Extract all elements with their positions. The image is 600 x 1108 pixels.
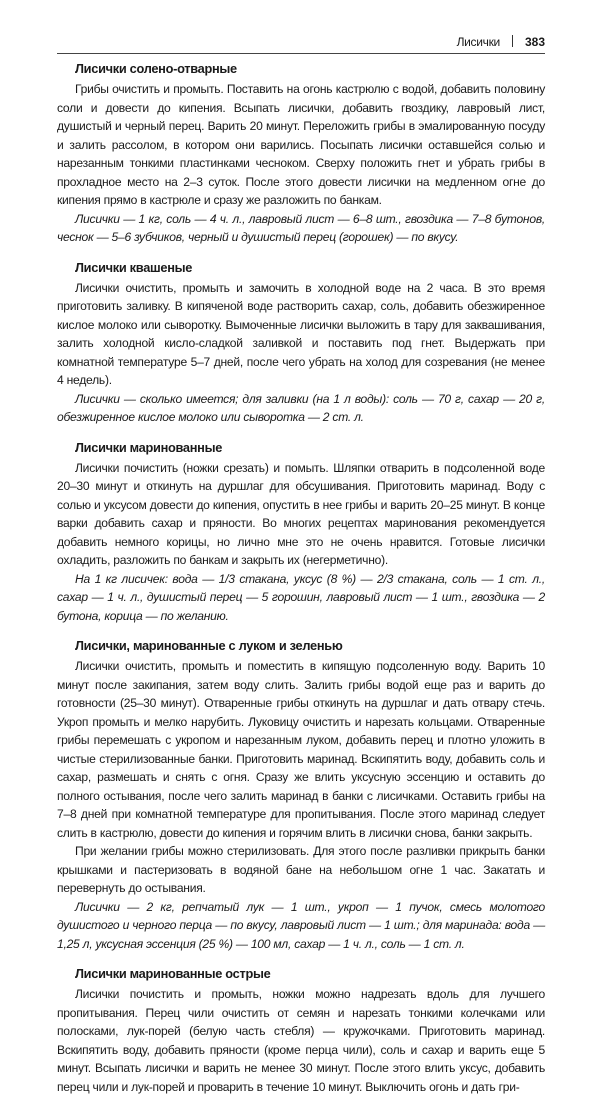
recipe-title: Лисички маринованные <box>75 439 223 455</box>
recipe-paragraph: Грибы очистить и промыть. Поставить на огонь кастрюлю с водой, добавить половину соли и довести до кипения. Всыпать лисички, добавить гвоздику, лавровый лист, душистый и черный перец. Варить 20 минут. Переложить грибы в эмалированную посуду и залить рассолом, в котором они варились. Посыпать лисички оставшейся солью и нарезанным тонкими пластинками чесноком. Сверху положить гнет и убрать грибы в прохладное место на 2–3 суток. После этого довести лисички на медленном огне до кипения прямо в кастрюле и сразу же разложить по банкам. <box>57 82 545 207</box>
page-number: 383 <box>524 35 545 49</box>
recipe-title: Лисички, маринованные с луком и зеленью <box>75 638 343 653</box>
recipe-paragraph: Лисички почистить и промыть, ножки можно надрезать вдоль для лучшего пропитывания. Перец чили очистить от семян и нарезать тонкими колечками или полосками, лук-порей (белую часть стебля) — кружочками. Приготовить маринад. Вскипятить воду, добавить пряности (кроме перца чили), соль и сахар и варить еще 5 минут. Всыпать лисички и варить не менее 30 минут. После этого влить уксус, добавить перец чили и лук-порей и проварить в течение 10 минут. Выключить огонь и дать гри- <box>57 987 545 1094</box>
recipe-ingredients: Лисички — 2 кг, репчатый лук — 1 шт., укроп — 1 пучок, смесь молотого душистого и черного перца — по вкусу, лавровый лист — 1 шт.; для маринада: вода — 1,25 л, уксусная эссенция (25 %) — 100 мл, сахар — 1 ч. л., соль — 1 ст. л. <box>57 899 545 951</box>
recipe-ingredients: На 1 кг лисичек: вода — 1/3 стакана, уксус (8 %) — 2/3 стакана, соль — 1 ст. л., сахар — 1 ч. л., душистый перец — 5 горошин, лавровый лист — 1 шт., гвоздика — 2 бутона, корица — по желанию. <box>57 571 545 623</box>
recipe-ingredients: Лисички — 1 кг, соль — 4 ч. л., лавровый лист — 6–8 шт., гвоздика — 7–8 бутонов, чеснок — 5–6 зубчиков, черный и душистый перец (горошек) — по вкусу. <box>57 211 545 244</box>
recipe-section <box>57 259 545 427</box>
recipe-ingredients: Лисички — сколько имеется; для заливки (на 1 л воды): соль — 70 г, сахар — 20 г, обезжиренное кислое молоко или сыворотка — 2 ст. л. <box>57 391 545 424</box>
recipe-title: Лисички маринованные острые <box>75 966 271 981</box>
recipe-paragraph: Лисички почистить (ножки срезать) и помыть. Шляпки отварить в подсоленной воде 20–30 минут и откинуть на дуршлаг для обсушивания. Приготовить маринад. Воду с солью и уксусом довести до кипения, опустить в нее грибы и варить 20–25 минут. В конце варки добавить сахар и пряности. Во многих рецептах маринования рекомендуется добавить немного корицы, но лично мне это не очень нравится. Готовые лисички охладить, разложить по банкам и закрыть их (негерметично). <box>57 460 545 567</box>
recipe-paragraph: Лисички очистить, промыть и поместить в кипящую подсоленную воду. Варить 10 минут после закипания, затем воду слить. Залить грибы водой еще раз и варить до готовности (25–30 минут). Отваренные грибы откинуть на дуршлаг и дать отвару стечь. Укроп промыть и мелко нарубить. Луковицу очистить и нарезать кольцами. Отваренные грибы перемешать с укропом и нарезанным луком, добавить перец и плотно уложить в чистые стерилизованные банки. Приготовить маринад. Вскипятить воду, добавить соль и сахар, размешать и снять с огня. Сразу же влить уксусную эссенцию и оставить до полного остывания, после чего залить маринад в банки с лисичками. Оставить грибы на 7–8 дней при комнатной температуре для пропитывания. После этого маринад следует слить в кастрюлю, довести до кипения и горячим влить в лисички снова, банки закрыть. <box>57 659 545 840</box>
page-body <box>57 60 545 1108</box>
recipe-section <box>57 637 545 953</box>
recipe-section <box>57 965 545 1096</box>
recipe-paragraph: Лисички очистить, промыть и замочить в холодной воде на 2 часа. В это время приготовить заливку. В кипяченой воде растворить сахар, соль, добавить обезжиренное кислое молоко или сыворотку. Вымоченные лисички выложить в тару для заквашивания, залить холодной кисло-сладкой заливкой и поставить под гнет. Выдержать при комнатной температуре 5–7 дней, после чего убрать на холод для созревания (не менее 4 недель). <box>57 280 545 387</box>
recipe-paragraph: При желании грибы можно стерилизовать. Для этого после разливки прикрыть банки крышками и пастеризовать в водяной бане на небольшом огне 1 час. Закатать и перевернуть до остывания. <box>57 844 545 895</box>
running-header <box>57 34 545 54</box>
recipe-title: Лисички квашеные <box>75 259 193 275</box>
running-title: Лисички <box>456 35 500 49</box>
recipe-title: Лисички солено-отварные <box>75 61 237 76</box>
recipe-section <box>57 439 545 626</box>
header-separator <box>512 35 513 47</box>
recipe-section <box>57 60 545 247</box>
